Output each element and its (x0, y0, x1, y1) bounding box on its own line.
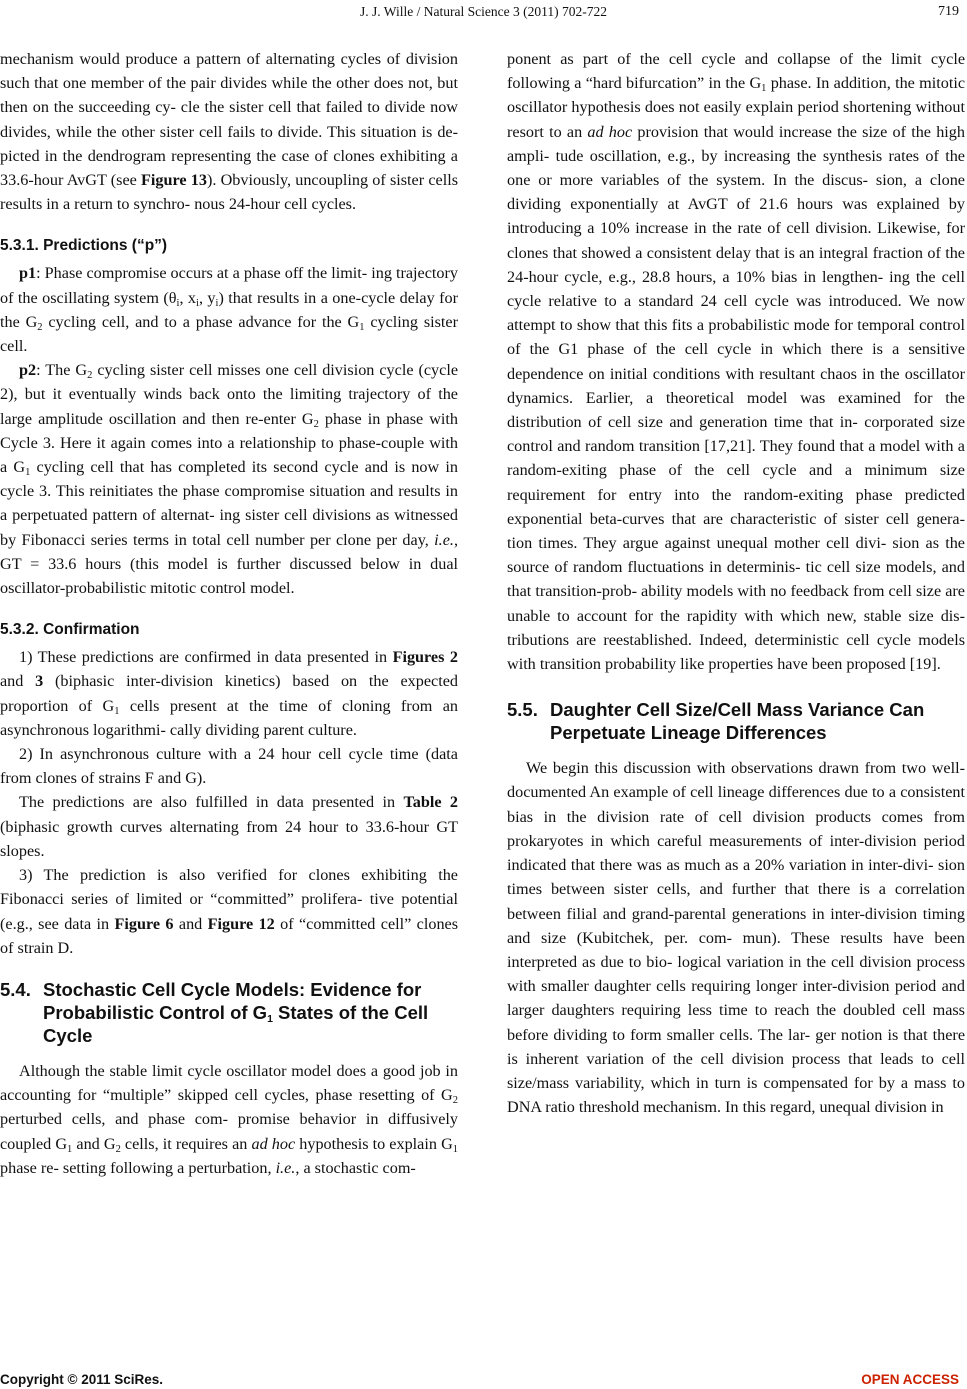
paragraph-p1: p1: Phase compromise occurs at a phase off the limit- ing trajectory of the oscillating system ($\theta_i$, $x_i$, $y_i$) that results in a one-cycle delay for the $G_2$ cycling cell, and to a phase advance for the $G_1$ cycling sister cell. (0, 264, 459, 356)
paragraph-5-4: Although the stable limit cycle oscillator model does a good job in accounting for “multiple” skipped cell cycles, phase resetting of $G_2$ perturbed cells, and phase com- promise behavior in diffusively coupled $G_1$ and $G_2$ cells, it requires an ad hoc hypothesis to explain $G_1$ phase re- setting following a perturbation, i.e., a stochastic com- (0, 1061, 459, 1177)
paragraph-confirmation-table: The predictions are also fulfilled in data presented in Table 2 (biphasic growth curves alternating from 24 hour to 33.6-hour GT slopes. (0, 793, 458, 860)
footer (0, 1372, 967, 1388)
right-column (507, 47, 965, 1119)
paragraph-p2: p2: The $G_2$ cycling sister cell misses one cell division cycle (cycle 2), but it eventually winds back onto the limiting trajectory of the large amplitude oscillation and then re-enter $G_2$ phase in phase with Cycle 3. Here it again comes into a relationship to phase-couple with a $G_1$ cycling cell that has completed its second cycle and is now in cycle 3. This reinitiates the phase compromise situation and results in a perpetuated pattern of alternat- ing sister cell divisions as witnessed by Fibonacci series terms in total cell number per clone per day, i.e., GT = 33.6 hours (this model is further discussed below in dual oscillator-probabilistic mitotic control model. (0, 361, 459, 598)
figures-2-ref: Figures 2 (392, 648, 458, 667)
figure-6-ref: Figure 6 (114, 914, 174, 933)
left-column (0, 47, 458, 1180)
section-heading-5-3-1: 5.3.1. Predictions (“p”) (0, 237, 168, 255)
figure-12-ref: Figure 12 (207, 914, 275, 933)
section-heading-5-3-2: 5.3.2. Confirmation (0, 621, 140, 639)
section-heading-5-5: 5.5. Daughter Cell Size/Cell Mass Variance Can Perpetuate Lineage Differences (507, 699, 925, 744)
running-header (0, 2, 967, 22)
page-number: 719 (938, 4, 959, 19)
open-access-label: OPEN ACCESS (861, 1372, 959, 1387)
running-title: J. J. Wille / Natural Science 3 (2011) 702-722 (360, 4, 607, 19)
paragraph-confirmation-3: 3) The prediction is also verified for clones exhibiting the Fibonacci series of limited or “committed” prolifera- tive potential (e.g., see data in Figure 6 and Figure 12 of “committed cell” clones of strain D. (0, 866, 459, 957)
section-heading-5-4: 5.4. Stochastic Cell Cycle Models: Evidence for Probabilistic Control of $G_1$ States of the Cell Cycle (0, 978, 429, 1046)
paragraph-confirmation-2: 2) In asynchronous culture with a 24 hour cell cycle time (data from clones of strains F and G). (0, 745, 458, 788)
figure-13-ref: Figure 13 (141, 171, 207, 190)
footer-rule (0, 1366, 967, 1367)
copyright: Copyright © 2011 SciRes. (0, 1372, 164, 1387)
paragraph-confirmation-1: 1) These predictions are confirmed in data presented in Figures 2 and 3 (biphasic inter-division kinetics) based on the expected proportion of $G_1$ cells present at the time of cloning from an asynchronous logarithmi- cally dividing parent culture. (0, 648, 459, 739)
figure-3-ref: 3 (35, 672, 44, 691)
paragraph-intro: mechanism would produce a pattern of alternating cycles of division such that one member of the pair divides while the other does not, but then on the succeeding cy- cle the sister cell that failed to divide now divides, while the other sister cell fails to divide. This situation is de- picted in the dendrogram representing the case of clones exhibiting a 33.6-hour AvGT (see Figure 13). Obviously, uncoupling of sister cells results in a return to synchro- nous 24-hour cell cycles. (0, 50, 458, 214)
table-2-ref: Table 2 (403, 793, 458, 812)
paragraph-right-2: We begin this discussion with observations drawn from two well-documented An example of cell lineage differences due to a consistent bias in the division rate of cell division products comes from prokaryotes in which careful measurements of inter-division period indicated that there was as much as a 20% variation in inter-divi- sion times between sister cells, and further that there is a correlation between filial and grand-parental generations in inter-division timing and size (Kubitchek, per. com- mun). These results have been interpreted as due to bio- logical variation in the cell division process with smaller daughter cells requiring longer inter-division period and larger daughters requiring less time to reach the doubled cell mass before dividing to form smaller cells. The lar- ger notion is that there is inherent variation of the cell division process that leads to cell size/mass variability, which in turn is compensated for by a mass to DNA ratio threshold mechanism. In this regard, unequal division in (507, 759, 965, 1117)
paragraph-right-1: ponent as part of the cell cycle and collapse of the limit cycle following a “hard bifurcation” in the $G_1$ phase. In addition, the mitotic oscillator hypothesis does not easily explain period shortening without resort to an ad hoc provision that would increase the size of the high ampli- tude oscillation, e.g., by increasing the synthesis rates of the one or more variables of the system. In the discus- sion, a clone dividing exponentially at AvGT of 21.6 hours was explained by introducing a 10% increase in the rate of cell division. Likewise, for clones that showed a consistent delay that is an integral fraction of the 24-hour cycle, e.g., 28.8 hours, a 10% bias in lengthen- ing the cell cycle relative to a standard 24 cell cycle was introduced. We now attempt to show that this fits a probabilistic mode for temporal control of the G1 phase of the cell cycle in which there is a sensitive dependence on initial conditions with resultant chaos in the oscillator dynamics. Earlier, a theoretical model was examined for the distribution of cell size and generation time that in- corporated size control and random transition [17,21]. They found that a model with a random-exiting phase of the cell cycle and a minimum size requirement for entry into the random-exiting phase predicted exponential beta-curves that are characteristic of sister cell genera- tion times. They argue against unequal mother cell divi- sion as the source of random fluctuations in determinis- tic cell size models, and that transition-prob- ability models with no feedback from cell size are unable to account for the rapidity with which new, stable size dis- tributions are reestablished. Indeed, deterministic cell cycle models with transition probability like properties have been proposed [19]. (507, 50, 966, 674)
